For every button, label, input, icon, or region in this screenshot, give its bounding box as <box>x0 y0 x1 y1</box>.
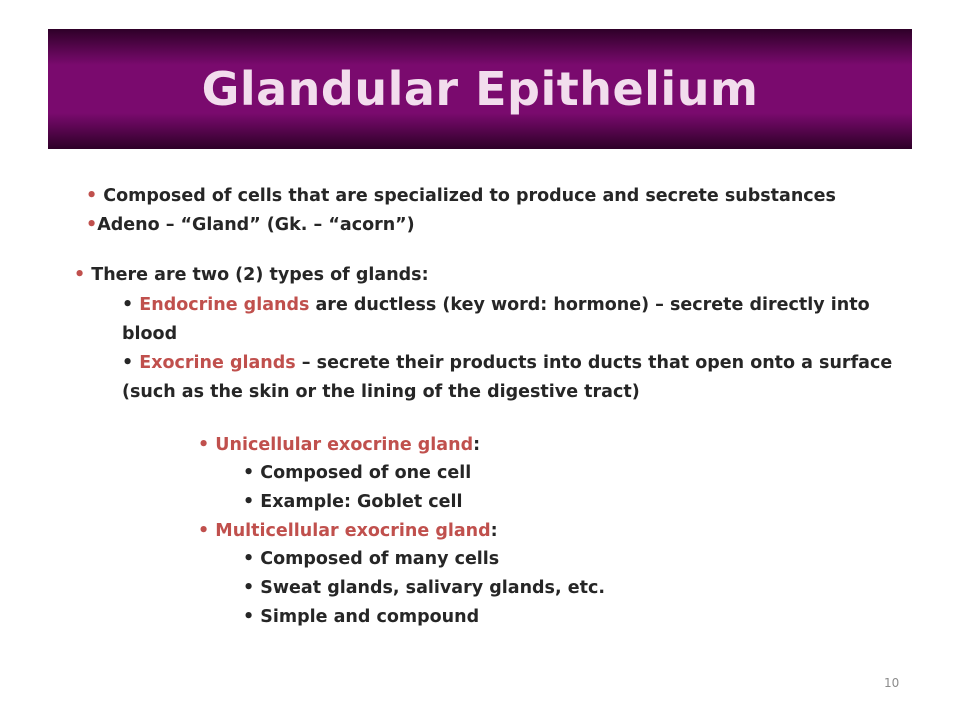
bullet-icon: • <box>86 215 98 235</box>
bullet-endocrine: • Endocrine glands are ductless (key word: hormone) – secrete directly into <box>122 295 870 315</box>
exocrine-continued: (such as the skin or the lining of the digestive tract) <box>122 382 640 402</box>
endocrine-continued: blood <box>122 324 178 344</box>
bullet-composed: • Composed of cells that are specialized to produce and secrete substances <box>86 186 836 206</box>
bullet-exocrine: • Exocrine glands – secrete their products into ducts that open onto a surface <box>122 353 893 373</box>
unicellular-sub-2: • Example: Goblet cell <box>243 492 463 512</box>
title-bar <box>48 29 912 149</box>
bullet-adeno: •Adeno – “Gland” (Gk. – “acorn”) <box>86 215 415 235</box>
multicellular-sub-3: • Simple and compound <box>243 607 480 627</box>
unicellular-sub-1: • Composed of one cell <box>243 463 472 483</box>
bullet-icon: • <box>86 186 104 206</box>
bullet-icon: • <box>198 435 216 455</box>
multicellular-sub-2: • Sweat glands, salivary glands, etc. <box>243 578 605 598</box>
endocrine-term: Endocrine glands <box>139 295 310 315</box>
multicellular-sub-1: • Composed of many cells <box>243 549 500 569</box>
bullet-two-types: • There are two (2) types of glands: <box>74 265 429 285</box>
exocrine-term: Exocrine glands <box>139 353 296 373</box>
bullet-icon: • <box>74 265 92 285</box>
bullet-unicellular: • Unicellular exocrine gland: <box>198 435 481 455</box>
page-number: 10 <box>884 676 900 690</box>
bullet-multicellular: • Multicellular exocrine gland: <box>198 521 498 541</box>
bullet-icon: • <box>198 521 216 541</box>
slide-title: Glandular Epithelium <box>201 62 759 116</box>
